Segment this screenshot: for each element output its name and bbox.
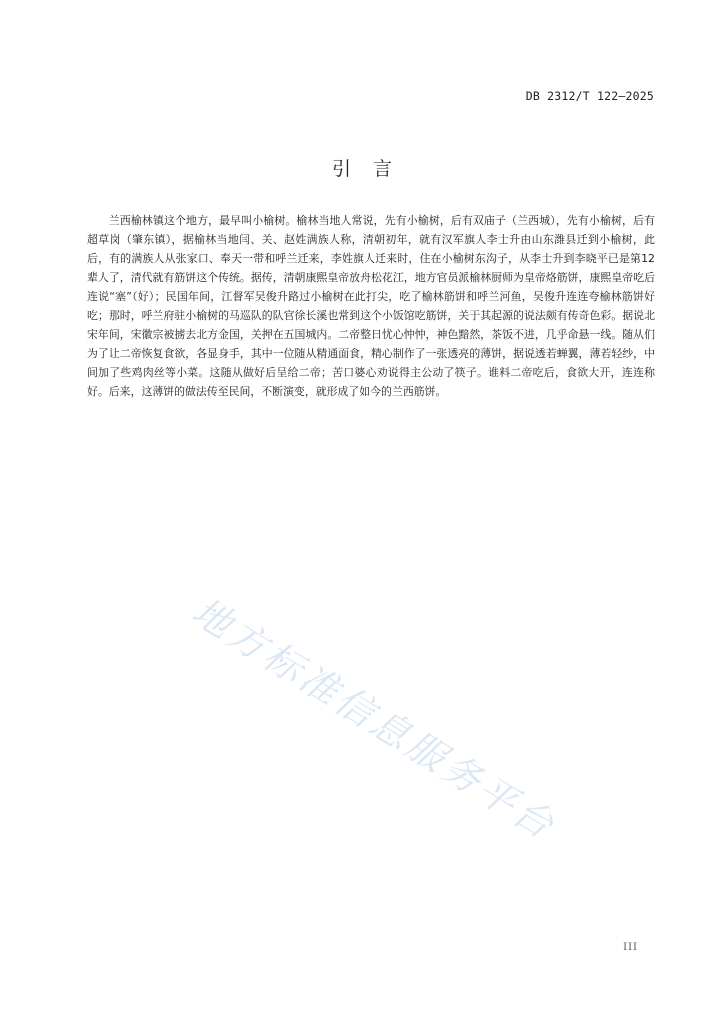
title-char-1: 引 bbox=[331, 158, 351, 180]
page-title bbox=[0, 154, 724, 181]
document-code: DB 2312/T 122—2025 bbox=[525, 89, 654, 103]
page-number: III bbox=[623, 942, 638, 953]
body-paragraph: 兰西榆林镇这个地方，最早叫小榆树。榆林当地人常说，先有小榆树，后有双庙子（兰西城），先有小榆树，后有超草岗（肇东镇），据榆林当地闫、关、赵姓满族人称，清朝初年，就有汉军旗人李士升由山东潍县迁到小榆树，此后，有的满族人从张家口、奉天一带和呼兰迁来，李姓旗人迁来时，住在小榆树东沟子，从李士升到李晓平已是第12辈人了，清代就有筋饼这个传统。据传，清朝康熙皇帝放舟松花江，地方官员派榆林厨师为皇帝烙筋饼，康熙皇帝吃后连说“塞”（好）；民国年间，江督军吴俊升路过小榆树在此打尖，吃了榆林筋饼和呼兰河鱼，吴俊升连连夸榆林筋饼好吃；那时，呼兰府驻小榆树的马巡队的队官徐长溪也常到这个小饭馆吃筋饼，关于其起源的说法颇有传奇色彩。据说北宋年间，宋徽宗被掳去北方金国，关押在五国城内。二帝整日忧心忡忡，神色黯然，茶饭不进，几乎命悬一线。随从们为了让二帝恢复食欲，各显身手，其中一位随从精通面食，精心制作了一张透亮的薄饼，据说透若蝉翼，薄若轻纱，中间加了些鸡肉丝等小菜。这随从做好后呈给二帝；苦口婆心劝说得主公动了筷子。谁料二帝吃后，食欲大开，连连称好。后来，这薄饼的做法传至民间，不断演变，就形成了如今的兰西筋饼。 bbox=[87, 214, 655, 398]
watermark: 地方标准信息服务平台 bbox=[184, 589, 564, 849]
title-char-2: 言 bbox=[373, 158, 393, 180]
